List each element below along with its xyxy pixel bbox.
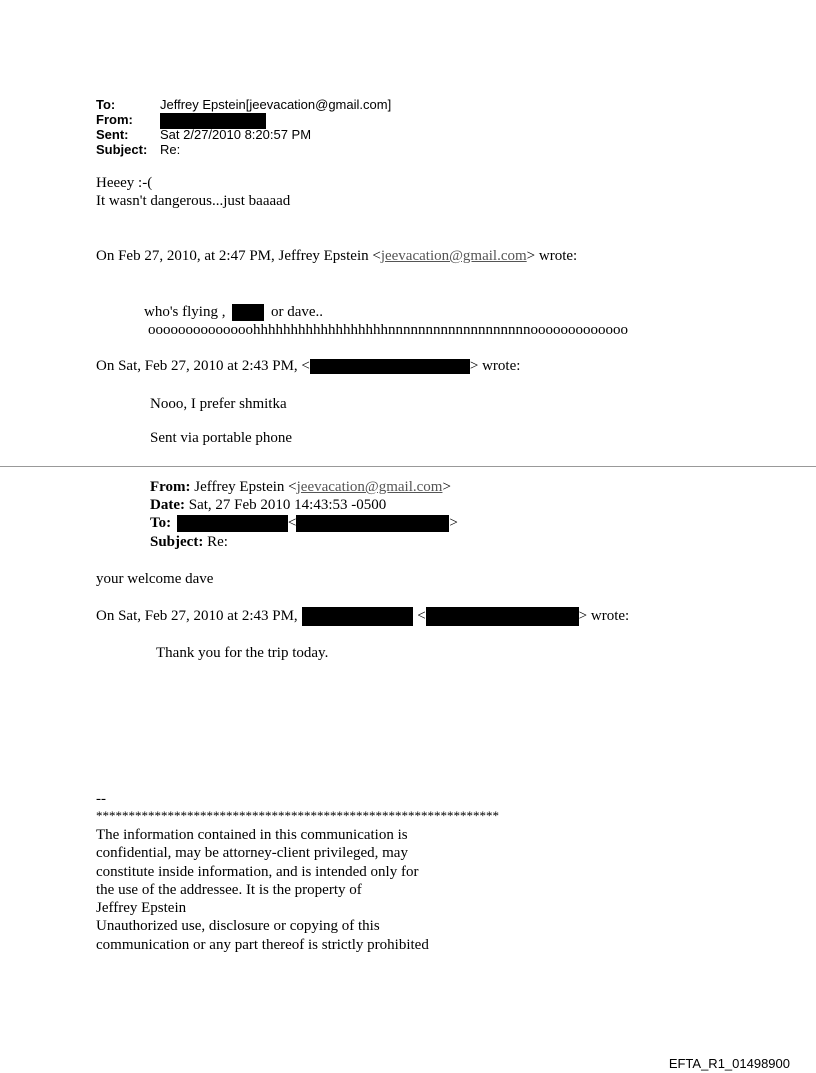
document-id: EFTA_R1_01498900 [668,1056,790,1071]
divider [0,466,816,467]
fwd-subject-row [150,533,228,551]
fwd-to-bracket: > [449,515,458,531]
signature-dashes: -- [96,791,106,807]
fwd-from-value: > [442,479,451,495]
quoted-text: or dave.. [270,304,324,320]
header-sent-row [96,127,311,143]
disclaimer-line: The information contained in this communication is [96,827,408,843]
attribution-text: > wrote: [526,248,578,264]
attribution-text: > wrote: [469,358,521,374]
disclaimer [96,826,429,954]
disclaimer-line: Jeffrey Epstein [96,900,187,917]
redaction-block [426,607,579,626]
redaction-block [296,515,449,532]
quoted-text: who's flying , [144,304,226,320]
signature-stars: ************************************************************** [96,808,499,823]
reply-line: your welcome dave [96,571,214,587]
fwd-date-value: Sat, 27 Feb 2010 14:43:53 -0500 [188,497,387,513]
quoted-line: oooooooooooooohhhhhhhhhhhhhhhhhhnnnnnnnnnnnnnnnnnnnooooooooooooo [148,322,628,338]
fwd-to-label: To: [150,515,172,531]
fwd-to-bracket: < [287,515,297,531]
fwd-to-row [150,514,458,532]
header-to-row [96,97,391,113]
fwd-date-row [150,496,386,514]
attribution-text: > wrote: [578,608,630,624]
to-value: Jeffrey Epstein[jeevacation@gmail.com] [160,97,392,112]
disclaimer-line: confidential, may be attorney-client privileged, may [96,845,408,862]
redaction-block [310,359,470,374]
email-link[interactable]: jeevacation@gmail.com [380,248,527,264]
fwd-subject-value: Re: [207,534,228,550]
fwd-from-value: Jeffrey Epstein < [194,479,297,495]
quoted-line: Thank you for the trip today. [156,645,329,661]
from-label: From: [96,112,133,127]
redaction-block [232,304,264,321]
quote-attribution [96,357,520,375]
disclaimer-line: communication or any part thereof is strictly prohibited [96,936,429,953]
header-subject-row [96,142,180,158]
message-line: Heeey :-( [96,175,153,191]
fwd-subject-label: Subject: [150,534,204,550]
email-link[interactable]: jeevacation@gmail.com [296,479,443,495]
quoted-line: Sent via portable phone [150,430,293,446]
redaction-block [302,607,413,626]
reply-attribution [96,607,629,626]
fwd-from-label: From: [150,479,191,495]
redaction-block [177,515,288,532]
message-line: It wasn't dangerous...just baaaad [96,193,291,209]
quote-attribution [96,247,577,265]
disclaimer-line: the use of the addressee. It is the property of [96,881,362,898]
attribution-text: On Feb 27, 2010, at 2:47 PM, Jeffrey Epstein < [96,248,381,264]
fwd-date-label: Date: [150,497,185,513]
disclaimer-line: constitute inside information, and is intended only for [96,863,419,880]
quoted-line: Nooo, I prefer shmitka [150,396,287,412]
quoted-line [144,303,323,321]
sent-value: Sat 2/27/2010 8:20:57 PM [160,127,312,142]
fwd-from-row [150,478,451,496]
attribution-text: On Sat, Feb 27, 2010 at 2:43 PM, < [96,358,310,374]
sent-label: Sent: [96,127,129,142]
to-label: To: [96,97,116,112]
attribution-bracket: < [417,608,426,624]
disclaimer-line: Unauthorized use, disclosure or copying of this [96,918,380,935]
attribution-text: On Sat, Feb 27, 2010 at 2:43 PM, [96,608,298,624]
subject-value: Re: [160,142,181,157]
subject-label: Subject: [96,142,148,157]
